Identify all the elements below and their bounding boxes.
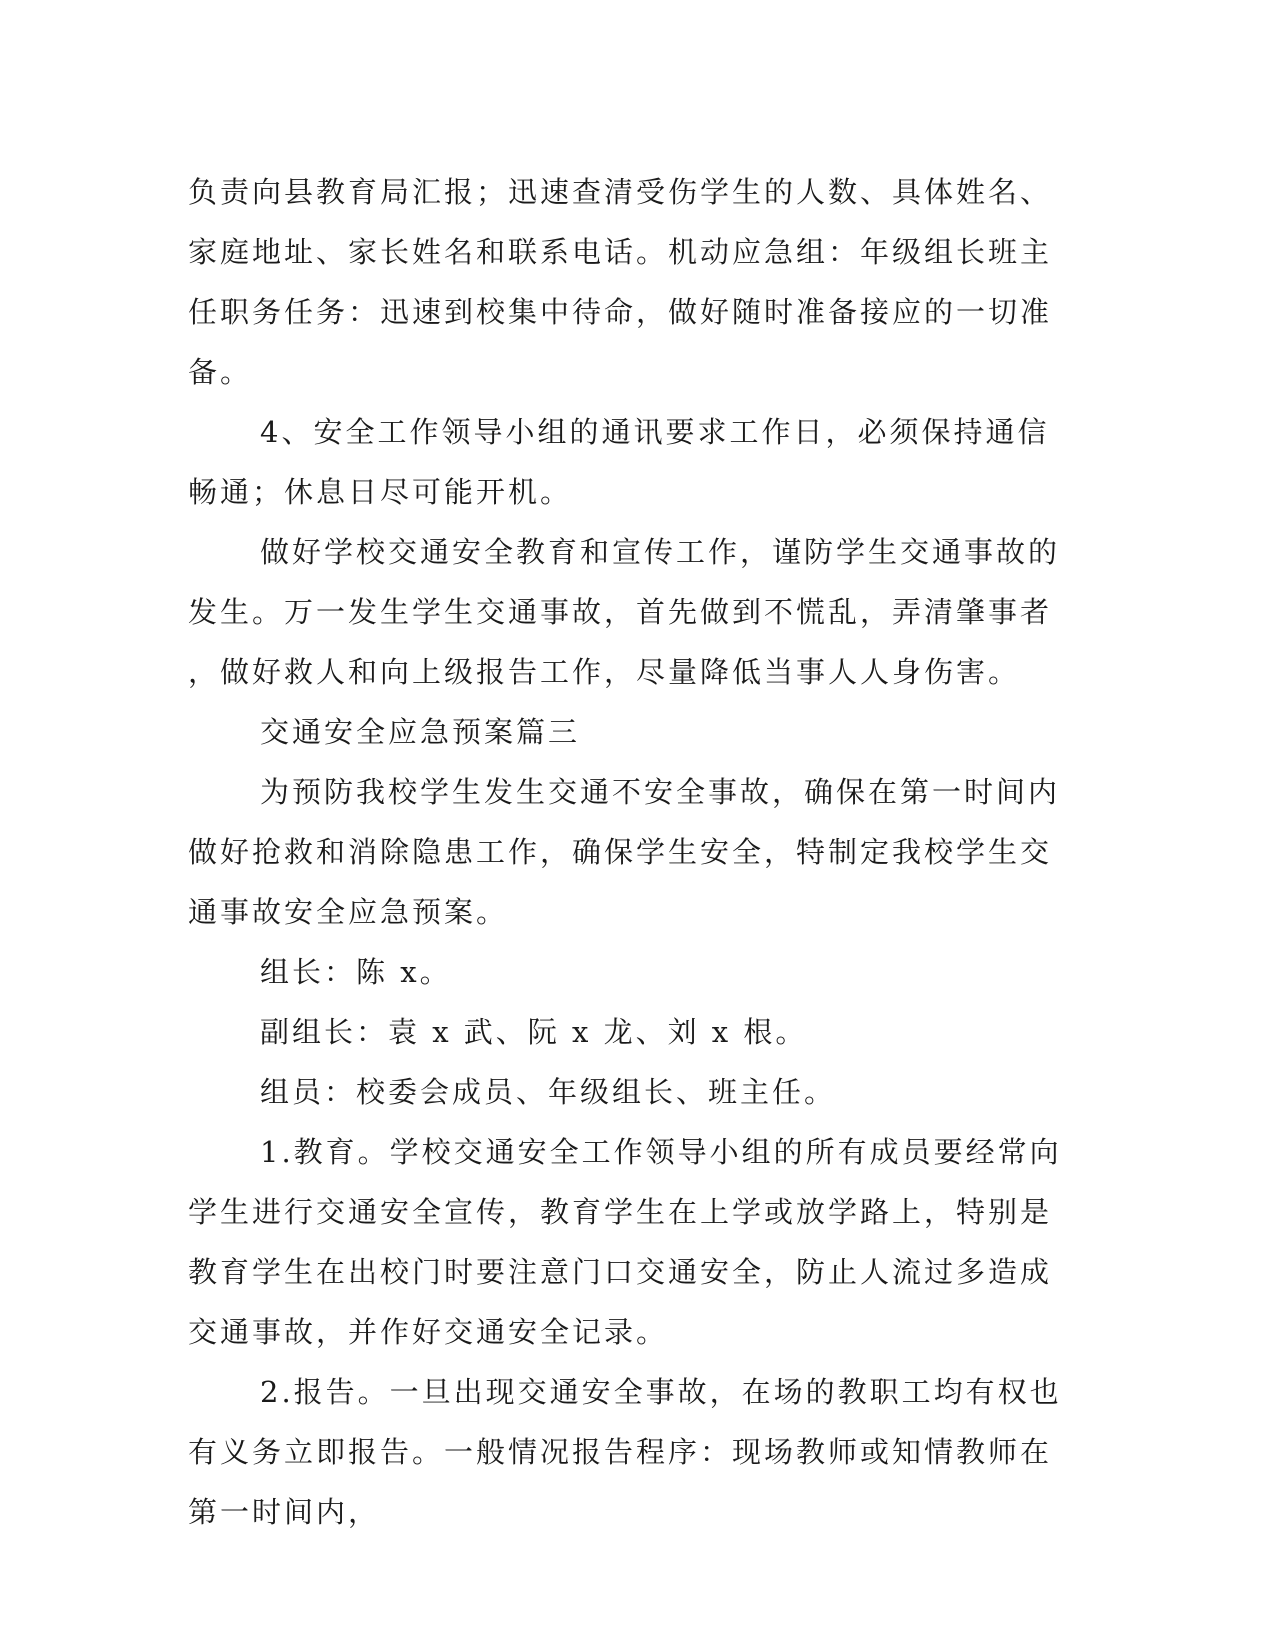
paragraph-education: 1.教育。学校交通安全工作领导小组的所有成员要经常向学生进行交通安全宣传，教育学生在上学或放学路上，特别是教育学生在出校门时要注意门口交通安全，防止人流过多造成交通事故，并作好交通安全记录。 xyxy=(188,1135,1062,1349)
section-heading: 交通安全应急预案篇三 xyxy=(260,715,581,749)
paragraph-5: 为预防我校学生发生交通不安全事故，确保在第一时间内做好抢救和消除隐患工作，确保学生安全，特制定我校学生交通事故安全应急预案。 xyxy=(188,775,1061,929)
paragraph-members: 组员：校委会成员、年级组长、班主任。 xyxy=(260,1075,837,1109)
paragraph-report: 2.报告。一旦出现交通安全事故，在场的教职工均有权也有义务立即报告。一般情况报告程序：现场教师或知情教师在第一时间内， xyxy=(188,1375,1062,1529)
paragraph-1: 负责向县教育局汇报；迅速查清受伤学生的人数、具体姓名、家庭地址、家长姓名和联系电话。机动应急组：年级组长班主任职务任务：迅速到校集中待命，做好随时准备接应的一切准备。 xyxy=(188,175,1053,389)
paragraph-deputy-leader: 副组长：袁 x 武、阮 x 龙、刘 x 根。 xyxy=(260,1015,808,1049)
paragraph-2: 4、安全工作领导小组的通讯要求工作日，必须保持通信畅通；休息日尽可能开机。 xyxy=(188,415,1050,509)
paragraph-3: 做好学校交通安全教育和宣传工作，谨防学生交通事故的发生。万一发生学生交通事故，首先做到不慌乱，弄清肇事者，做好救人和向上级报告工作，尽量降低当事人人身伤害。 xyxy=(188,535,1061,689)
paragraph-leader: 组长：陈 x。 xyxy=(260,955,452,989)
document-body xyxy=(188,162,1078,1542)
